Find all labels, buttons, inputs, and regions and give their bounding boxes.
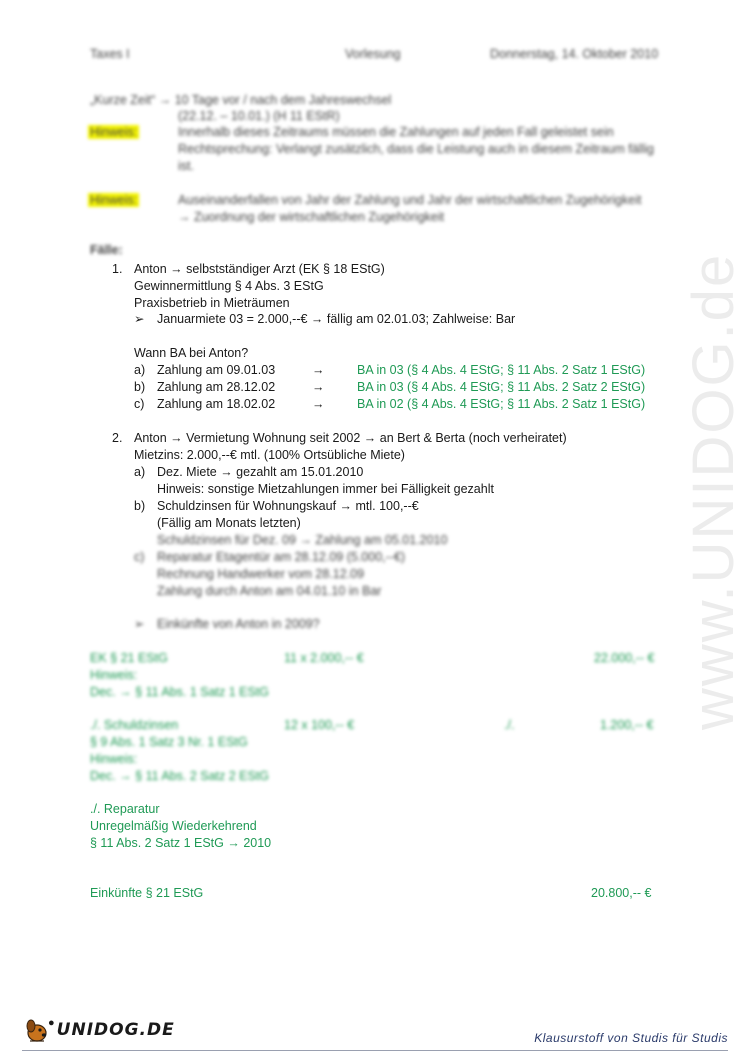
case1-bullet-icon: ➢ (134, 312, 145, 326)
kurze-zeit-line: „Kurze Zeit“ → 10 Tage vor / nach dem Jahreswechsel (90, 93, 392, 107)
solution-ek-calc: 11 x 2.000,-- € (284, 651, 364, 665)
case1-praxisbetrieb: Praxisbetrieb in Mieträumen (134, 296, 290, 310)
kurze-zeit-sub: (22.12. – 10.01.) (H 11 EStR) (178, 109, 340, 123)
hinweis2-label: Hinweis: (90, 193, 138, 207)
watermark: www.UNIDOG.de (681, 252, 746, 730)
solution-sz-amount: 1.200,-- € (600, 718, 654, 732)
footer-divider (22, 1050, 728, 1051)
case2-a-text: Dez. Miete → gezahlt am 15.01.2010 (157, 465, 364, 479)
case2-b-letter: b) (134, 499, 146, 513)
paw-icon: ● (48, 1017, 55, 1029)
case2-c-letter: c) (134, 550, 145, 564)
case1-item-letter: a) (134, 363, 146, 377)
arrow-icon: → (312, 380, 325, 394)
header-center: Vorlesung (345, 47, 401, 61)
case1-bullet-text: Januarmiete 03 = 2.000,--€ → fällig am 02.01.03; Zahlweise: Bar (157, 312, 516, 326)
case1-item-letter: b) (134, 380, 146, 394)
solution-sz-dec: Dec. → § 11 Abs. 2 Satz 2 EStG (90, 769, 270, 783)
case2-c-text: Reparatur Etagentür am 28.12.09 (5.000,--€) (157, 550, 406, 564)
solution-sz-calc: 12 x 100,-- € (284, 718, 355, 732)
hinweis1-label: Hinweis: (90, 125, 138, 139)
header-left: Taxes I (90, 47, 130, 61)
solution-rep-label: ./. Reparatur (90, 802, 160, 816)
solution-ek-label: EK § 21 EStG (90, 651, 168, 665)
solution-rep-line2: Unregelmäßig Wiederkehrend (90, 819, 257, 833)
case2-b-sub1: (Fällig am Monats letzten) (157, 516, 301, 530)
case2-c-sub1: Rechnung Handwerker vom 28.12.09 (157, 567, 365, 581)
solution-ek-hinweis: Hinweis: (90, 668, 138, 682)
unidog-logo[interactable] (22, 1015, 175, 1045)
case2-bullet-text: Einkünfte von Anton in 2009? (157, 617, 320, 631)
faelle-heading: Fälle: (90, 243, 123, 257)
case1-question: Wann BA bei Anton? (134, 346, 249, 360)
hinweis2-line1: Auseinanderfallen von Jahr der Zahlung und Jahr der wirtschaftlichen Zugehörigkeit (178, 193, 642, 207)
logo-text: UNIDOG.DE (56, 1020, 175, 1040)
case1-item-text: Zahlung am 28.12.02 (157, 380, 276, 394)
footer-tagline: Klausurstoff von Studis für Studis (534, 1031, 728, 1045)
hinweis1-line2: Rechtsprechung: Verlangt zusätzlich, dass die Leistung auch in diesem Zeitraum fällig (178, 142, 654, 156)
case1-item-result: BA in 02 (§ 4 Abs. 4 EStG; § 11 Abs. 2 Satz 1 EStG) (357, 397, 646, 411)
case1-item-result: BA in 03 (§ 4 Abs. 4 EStG; § 11 Abs. 2 Satz 1 EStG) (357, 363, 646, 377)
case2-b-sub2: Schuldzinsen für Dez. 09 → Zahlung am 05.01.2010 (157, 533, 448, 547)
case1-gewinnermittlung: Gewinnermittlung § 4 Abs. 3 EStG (134, 279, 324, 293)
solution-sz-minus: ./. (504, 718, 515, 732)
case2-title: Anton → Vermietung Wohnung seit 2002 → an Bert & Berta (noch verheiratet) (134, 431, 567, 445)
hinweis1-line1: Innerhalb dieses Zeitraums müssen die Zahlungen auf jeden Fall geleistet sein (178, 125, 614, 139)
solution-rep-line3: § 11 Abs. 2 Satz 1 EStG → 2010 (90, 836, 272, 850)
case1-item-text: Zahlung am 09.01.03 (157, 363, 276, 377)
arrow-icon: → (312, 397, 325, 411)
solution-sz-ref: § 9 Abs. 1 Satz 3 Nr. 1 EStG (90, 735, 248, 749)
solution-sz-hinweis: Hinweis: (90, 752, 138, 766)
case2-bullet-icon: ➢ (134, 617, 145, 631)
case2-a-sub: Hinweis: sonstige Mietzahlungen immer bei Fälligkeit gezahlt (157, 482, 494, 496)
hinweis1-line3: ist. (178, 159, 194, 173)
solution-ek-amount: 22.000,-- € (594, 651, 655, 665)
case2-a-letter: a) (134, 465, 146, 479)
solution-ek-dec: Dec. → § 11 Abs. 1 Satz 1 EStG (90, 685, 270, 699)
solution-sz-label: ./. Schuldzinsen (90, 718, 179, 732)
case1-item-text: Zahlung am 18.02.02 (157, 397, 276, 411)
case1-item-letter: c) (134, 397, 145, 411)
case2-mietzins: Mietzins: 2.000,--€ mtl. (100% Ortsübliche Miete) (134, 448, 405, 462)
hinweis2-line2: → Zuordnung der wirtschaftlichen Zugehörigkeit (178, 210, 445, 224)
case1-item-result: BA in 03 (§ 4 Abs. 4 EStG; § 11 Abs. 2 Satz 2 EStG) (357, 380, 646, 394)
solution-total-amount: 20.800,-- € (591, 886, 652, 900)
case2-c-sub2: Zahlung durch Anton am 04.01.10 in Bar (157, 584, 382, 598)
case2-b-text: Schuldzinsen für Wohnungskauf → mtl. 100,--€ (157, 499, 419, 513)
solution-total-label: Einkünfte § 21 EStG (90, 886, 204, 900)
case1-number: 1. (112, 262, 123, 276)
case2-number: 2. (112, 431, 123, 445)
case1-title: Anton → selbstständiger Arzt (EK § 18 EStG) (134, 262, 385, 276)
header-right: Donnerstag, 14. Oktober 2010 (490, 47, 659, 61)
arrow-icon: → (312, 363, 325, 377)
